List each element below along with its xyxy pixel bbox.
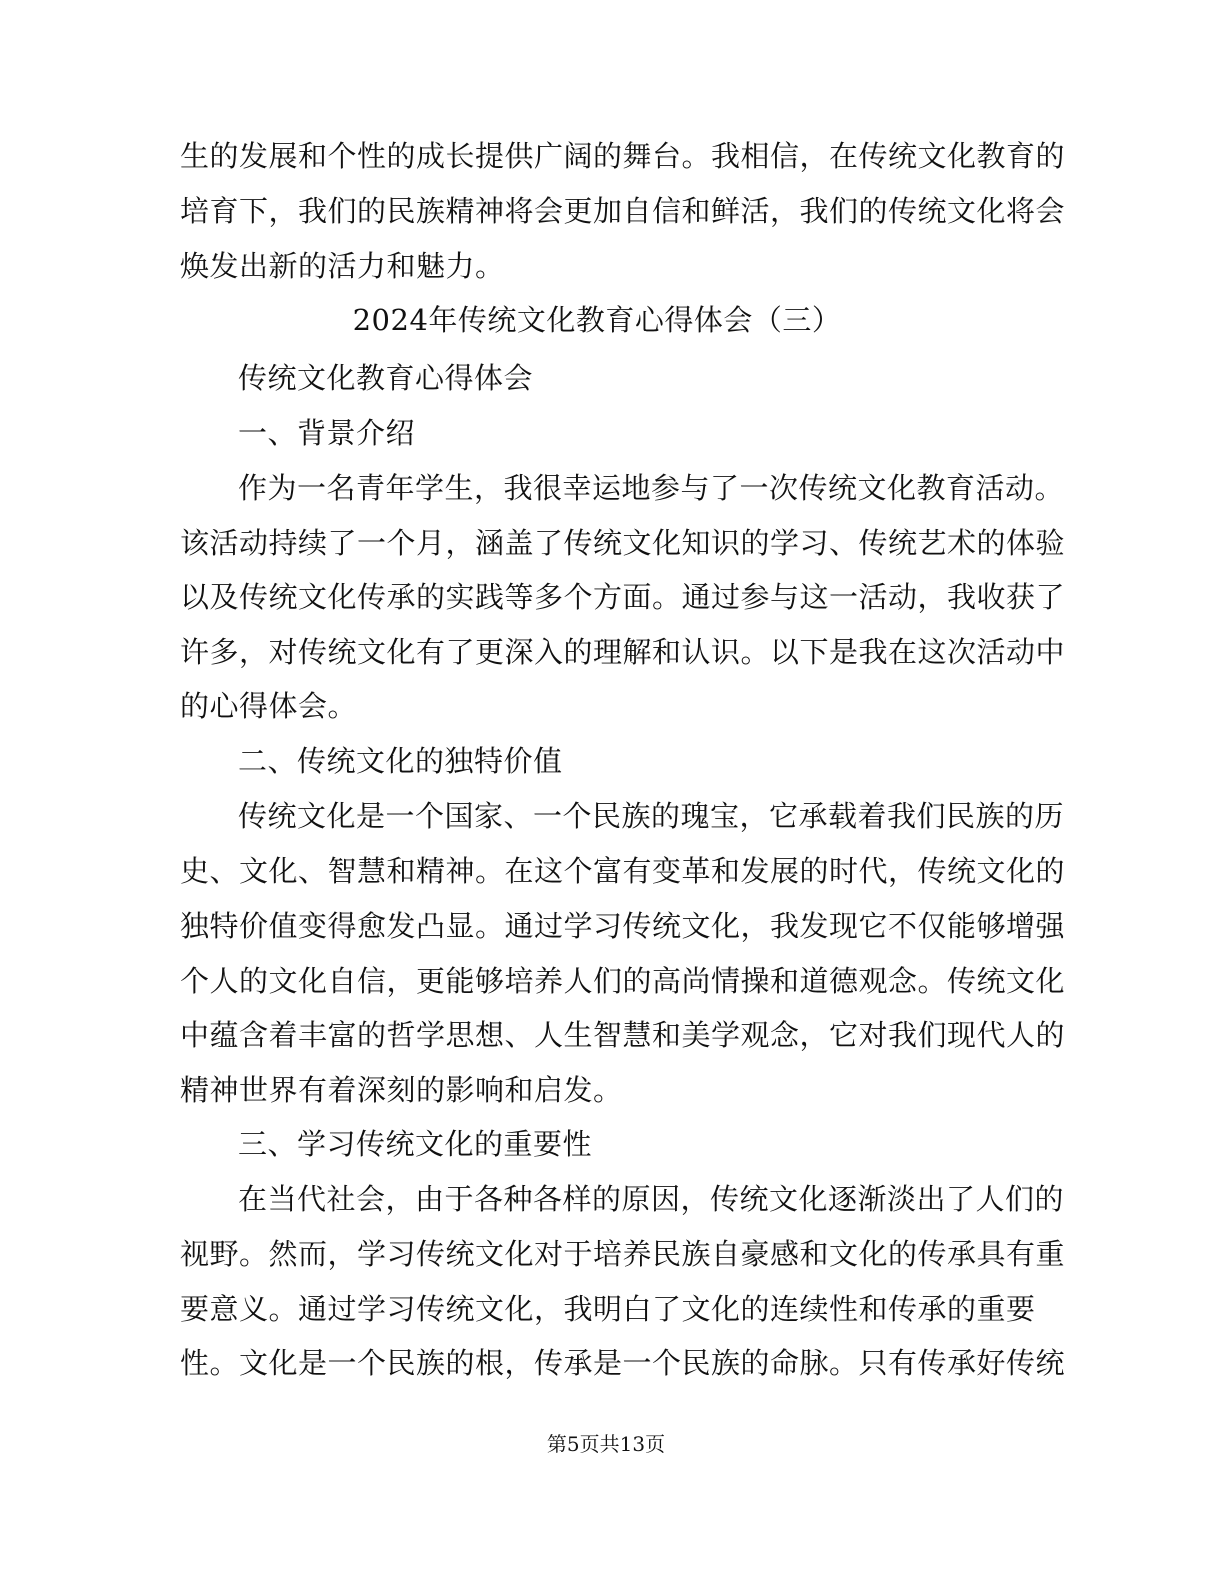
paragraph-line: 要意义。通过学习传统文化，我明白了文化的连续性和传承的重要 (180, 1292, 1036, 1326)
paragraph-line: 独特价值变得愈发凸显。通过学习传统文化，我发现它不仅能够增强 (180, 909, 1066, 943)
document-subtitle: 传统文化教育心得体会 (238, 361, 534, 395)
paragraph-line: 史、文化、智慧和精神。在这个富有变革和发展的时代，传统文化的 (180, 854, 1066, 888)
paragraph-line: 传统文化是一个国家、一个民族的瑰宝，它承载着我们民族的历 (238, 799, 1065, 833)
paragraph-line: 该活动持续了一个月，涵盖了传统文化知识的学习、传统艺术的体验 (180, 526, 1066, 560)
section-heading: 三、学习传统文化的重要性 (238, 1127, 593, 1161)
document-title: 2024年传统文化教育心得体会（三） (352, 303, 842, 337)
paragraph-line: 作为一名青年学生，我很幸运地参与了一次传统文化教育活动。 (238, 471, 1065, 505)
paragraph-line: 培育下，我们的民族精神将会更加自信和鲜活，我们的传统文化将会 (180, 194, 1066, 228)
paragraph-line: 性。文化是一个民族的根，传承是一个民族的命脉。只有传承好传统 (180, 1346, 1066, 1380)
paragraph-line: 个人的文化自信，更能够培养人们的高尚情操和道德观念。传统文化 (180, 964, 1066, 998)
paragraph-line: 生的发展和个性的成长提供广阔的舞台。我相信，在传统文化教育的 (180, 139, 1066, 173)
paragraph-line: 以及传统文化传承的实践等多个方面。通过参与这一活动，我收获了 (180, 580, 1066, 614)
paragraph-line: 焕发出新的活力和魅力。 (180, 249, 505, 283)
section-heading: 二、传统文化的独特价值 (238, 744, 563, 778)
paragraph-line: 中蕴含着丰富的哲学思想、人生智慧和美学观念，它对我们现代人的 (180, 1018, 1066, 1052)
paragraph-line: 在当代社会，由于各种各样的原因，传统文化逐渐淡出了人们的 (238, 1182, 1065, 1216)
section-heading: 一、背景介绍 (238, 416, 416, 450)
paragraph-line: 精神世界有着深刻的影响和启发。 (180, 1073, 623, 1107)
paragraph-line: 的心得体会。 (180, 689, 358, 723)
page-number: 第5页共13页 (546, 1432, 666, 1456)
paragraph-line: 许多，对传统文化有了更深入的理解和认识。以下是我在这次活动中 (180, 635, 1066, 669)
paragraph-line: 视野。然而，学习传统文化对于培养民族自豪感和文化的传承具有重 (180, 1237, 1066, 1271)
